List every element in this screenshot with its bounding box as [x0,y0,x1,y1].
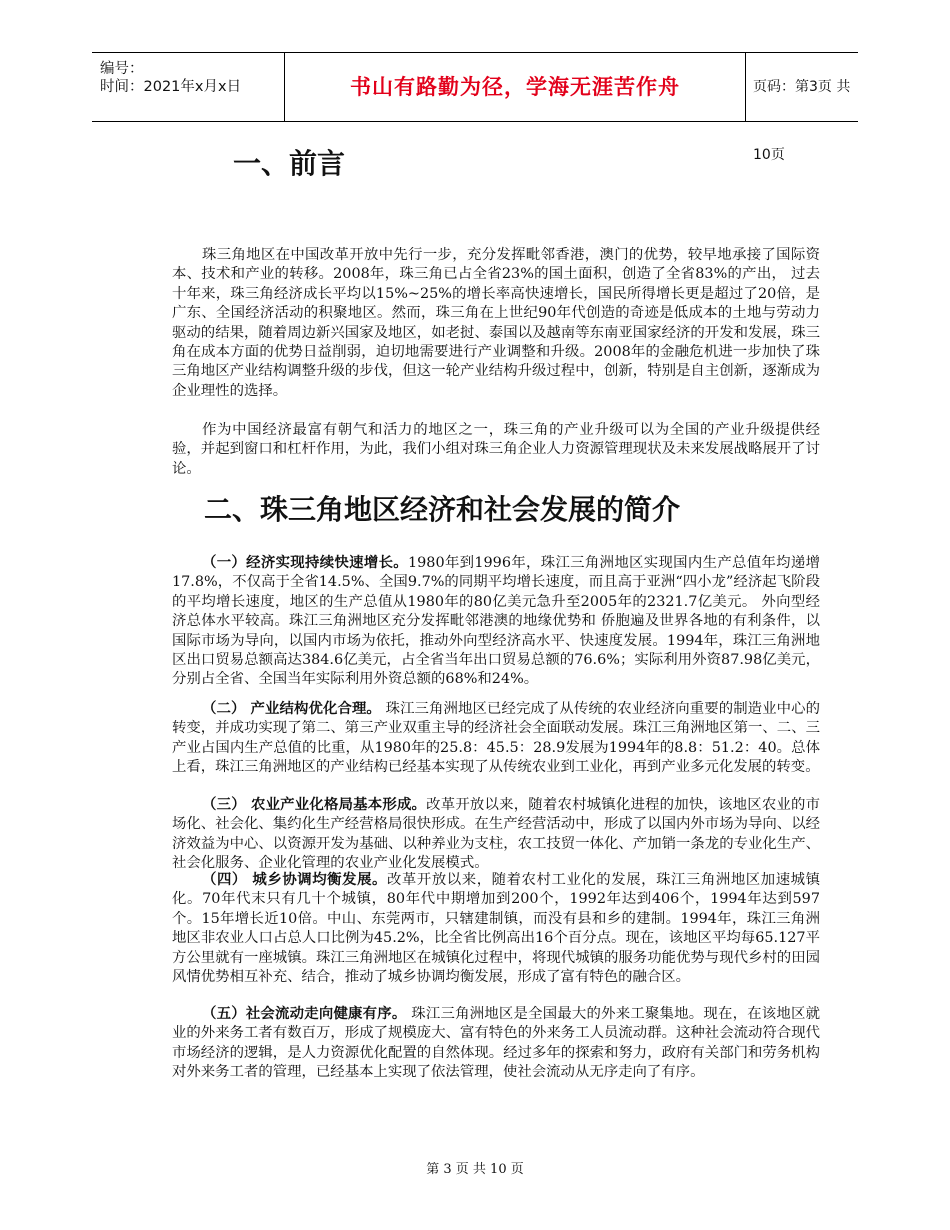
item-text-1: 1980年到1996年，珠江三角洲地区实现国内生产总值年均递增17.8%，不仅高于全省14.5%、全国9.7%的同期平均增长速度，而且高于亚洲“四小龙”经济起飞阶段的平均增长速度，地区的生产总值从1980年的80亿美元急升至2005年的2321.7亿美元。 外向型经济总体水平较高。珠江三角洲地区充分发挥毗邻港澳的地缘优势和 侨胞遍及世界各地的有利条件，以国际市场为导向，以国内市场为依托，推动外向型经济高水平、快速度发展。1994年，珠江三角洲地区出口贸易总额高达384.6亿美元，占全省当年出口贸易总额的76.6%；实际利用外资87.98亿美元，分别占全省、全国当年实际利用外资总额的68%和24%。 [172,555,820,688]
item-paragraph-2 [172,700,820,778]
item-paragraph-3 [172,796,820,874]
intro-paragraph-1: 珠三角地区在中国改革开放中先行一步，充分发挥毗邻香港，澳门的优势，较早地承接了国际资本、技术和产业的转移。2008年，珠三角已占全省23%的国土面积，创造了全省83%的产出， 过去十年来，珠三角经济成长平均以15%~25%的增长率高快速增长，国民所得增长更是超过了20倍，是广东、全国经济活动的积聚地区。然而，珠三角在上世纪90年代创造的奇迹是低成本的土地与劳动力驱动的结果，随着周边新兴国家及地区，如老挝、泰国以及越南等东南亚国家经济的开发和发展，珠三角在成本方面的优势日益削弱，迫切地需要进行产业调整和升级。2008年的金融危机进一步加快了珠三角地区产业结构调整升级的步伐，但这一轮产业结构升级过程中，创新，特别是自主创新，逐渐成为企业理性的选择。 [172,247,820,399]
item-paragraph-1 [172,554,820,690]
item-text-3: 改革开放以来，随着农村城镇化进程的加快，该地区农业的市场化、社会化、集约化生产经营格局很快形成。在生产经营活动中，形成了以国内外市场为导向、以经济效益为中心、以资源开发为基础、以种养业为支柱，农工技贸一体化、产加销一条龙的专业化生产、社会化服务、企业化管理的农业产业化发展模式。 [172,797,820,872]
header-page-info: 页码：第3页 共10页 [753,79,851,163]
section-2-title: 二、珠三角地区经济和社会发展的简介 [204,493,681,526]
item-text-2: 珠江三角洲地区已经完成了从传统的农业经济向重要的制造业中心的转变，并成功实现了第二、第三产业双重主导的经济社会全面联动发展。珠江三角洲地区第一、二、三产业占国内生产总值的比重，从1980年的25.8：45.5：28.9发展为1994年的8.8：51.2：40。总体上看，珠江三角洲地区的产业结构已经基本实现了从传统农业到工业化，再到产业多元化发展的转变。 [172,701,821,776]
item-lead-4: （四） 城乡协调均衡发展。 [202,872,387,888]
header-left-cell [92,53,284,121]
item-text-5: 珠江三角洲地区是全国最大的外来工聚集地。现在，在该地区就业的外来务工者有数百万，形成了规模庞大、富有特色的外来务工人员流动群。这种社会流动符合现代市场经济的逻辑，是人力资源优化配置的自然体现。经过多年的探索和努力，政府有关部门和劳务机构对外来务工者的管理，已经基本上实现了依法管理，使社会流动从无序走向了有序。 [172,1006,820,1081]
section-1-title: 一、前言 [233,147,346,180]
item-paragraph-5 [172,1005,820,1083]
intro-paragraph-2: 作为中国经济最富有朝气和活力的地区之一，珠三角的产业升级可以为全国的产业升级提供经验，并起到窗口和杠杆作用，为此，我们小组对珠三角企业人力资源管理现状及未来发展战略展开了讨论。 [172,422,820,477]
page-footer: 第 3 页 共 10 页 [426,1162,524,1177]
item-lead-5: （五）社会流动走向健康有序。 [202,1006,407,1022]
time-label: 时间：2021年x月x日 [100,79,242,95]
item-lead-2: （二） 产业结构优化合理。 [202,701,381,717]
item-paragraph-4 [172,871,820,987]
item-lead-3: （三） 农业产业化格局基本形成。 [202,797,427,813]
item-text-4: 改革开放以来，随着农村工业化的发展，珠江三角洲地区加速城镇化。70年代末只有几十个城镇，80年代中期增加到200个，1992年达到406个，1994年达到597个。15年增长近10倍。中山、东莞两市，只辖建制镇，而没有县和乡的建制。1994年，珠江三角洲地区非农业人口占总人口比例为45.2%，比全省比例高出16个百分点。现在，该地区平均每65.127平方公里就有一座城镇。珠江三角洲地区在城镇化过程中，将现代城镇的服务功能优势与现代乡村的田园风情优势相互补充、结合，推动了城乡协调均衡发展，形成了富有特色的融合区。 [172,872,820,986]
item-lead-1: （一）经济实现持续快速增长。 [202,555,408,571]
number-label: 编号： [100,61,144,77]
page-header [92,52,858,163]
header-motto: 书山有路勤为径，学海无涯苦作舟 [284,53,746,121]
